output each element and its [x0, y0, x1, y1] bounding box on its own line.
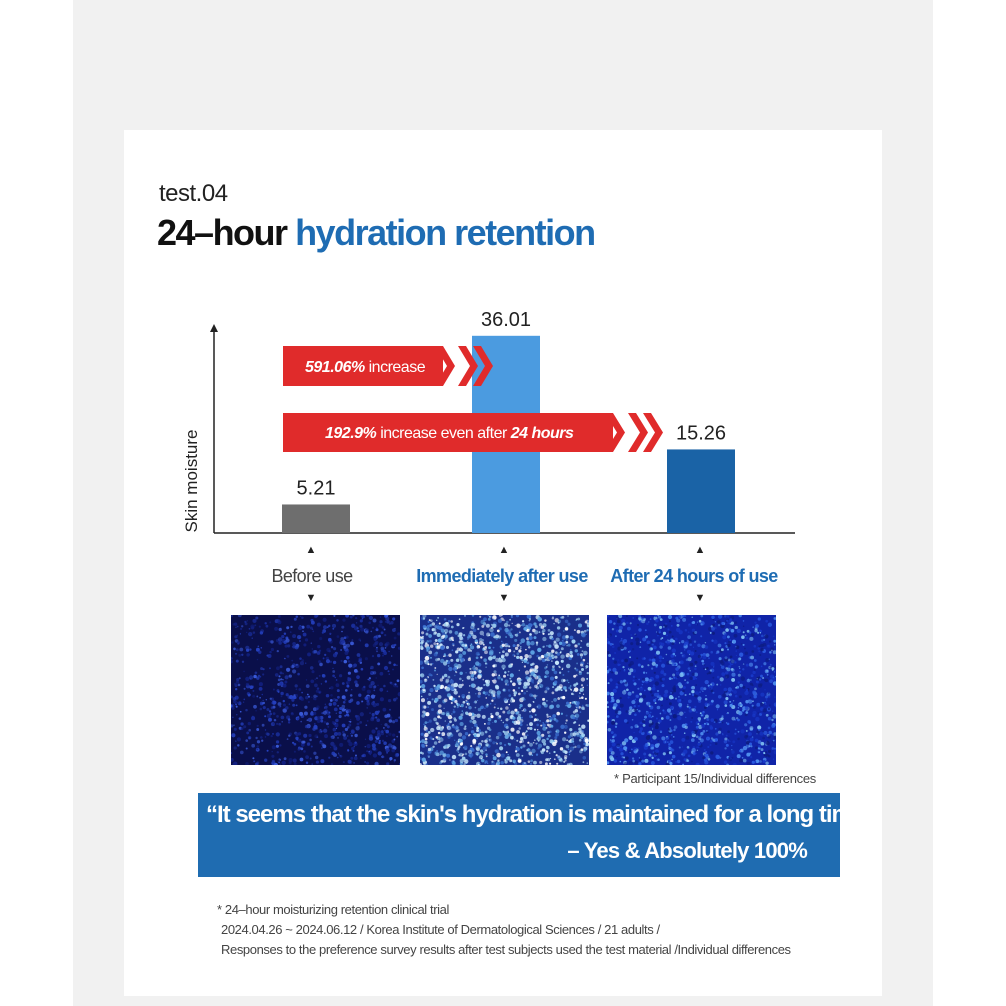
annotation-label-2: 192.9% increase even after 24 hours [325, 425, 574, 442]
test-label: test.04 [159, 180, 228, 207]
page-title [157, 212, 595, 254]
chevron-icon [628, 413, 648, 452]
up-triangle-icon: ▲ [498, 544, 510, 556]
bar-0 [282, 504, 350, 533]
title-dark: 24–hour [157, 212, 287, 253]
up-triangle-icon: ▲ [694, 544, 706, 556]
category-label-24h: After 24 hours of use [610, 566, 778, 586]
down-triangle-icon: ▼ [498, 592, 510, 604]
value-label-2: 15.26 [675, 422, 727, 445]
footnote-line: 2024.04.26 ~ 2024.06.12 / Korea Institute of Dermatological Sciences / 21 adults / [221, 922, 660, 937]
skin-image-immediately [420, 615, 589, 765]
y-axis-arrow-icon [210, 324, 218, 332]
value-label-1: 36.01 [480, 310, 532, 331]
title-accent: hydration retention [295, 212, 595, 253]
footnote-line: Responses to the preference survey results after test subjects used the test material /Individual differences [221, 942, 791, 957]
quote-author: – Yes & Absolutely 100% [567, 838, 807, 863]
footnote-line: * 24–hour moisturizing retention clinical trial [217, 902, 449, 917]
quote-box [198, 793, 881, 877]
bar-2 [667, 449, 735, 533]
category-label-immediately: Immediately after use [416, 566, 588, 586]
y-axis-label: Skin moisture [182, 429, 201, 533]
skin-texture-0 [231, 615, 400, 765]
skin-texture-2 [607, 615, 776, 765]
value-label-0: 5.21 [296, 477, 336, 500]
participant-note: * Participant 15/Individual differences [614, 771, 816, 786]
category-label-before: Before use [271, 566, 353, 586]
down-triangle-icon: ▼ [305, 592, 317, 604]
skin-image-before [231, 615, 400, 765]
annotation-label-1: 591.06% increase [305, 359, 426, 376]
skin-image-24h [607, 615, 776, 765]
down-triangle-icon: ▼ [694, 592, 706, 604]
up-triangle-icon: ▲ [305, 544, 317, 556]
hydration-bar-chart [170, 310, 820, 550]
quote-text: “It seems that the skin's hydration is maintained for a long time.” [206, 801, 881, 828]
skin-texture-1 [420, 615, 589, 765]
